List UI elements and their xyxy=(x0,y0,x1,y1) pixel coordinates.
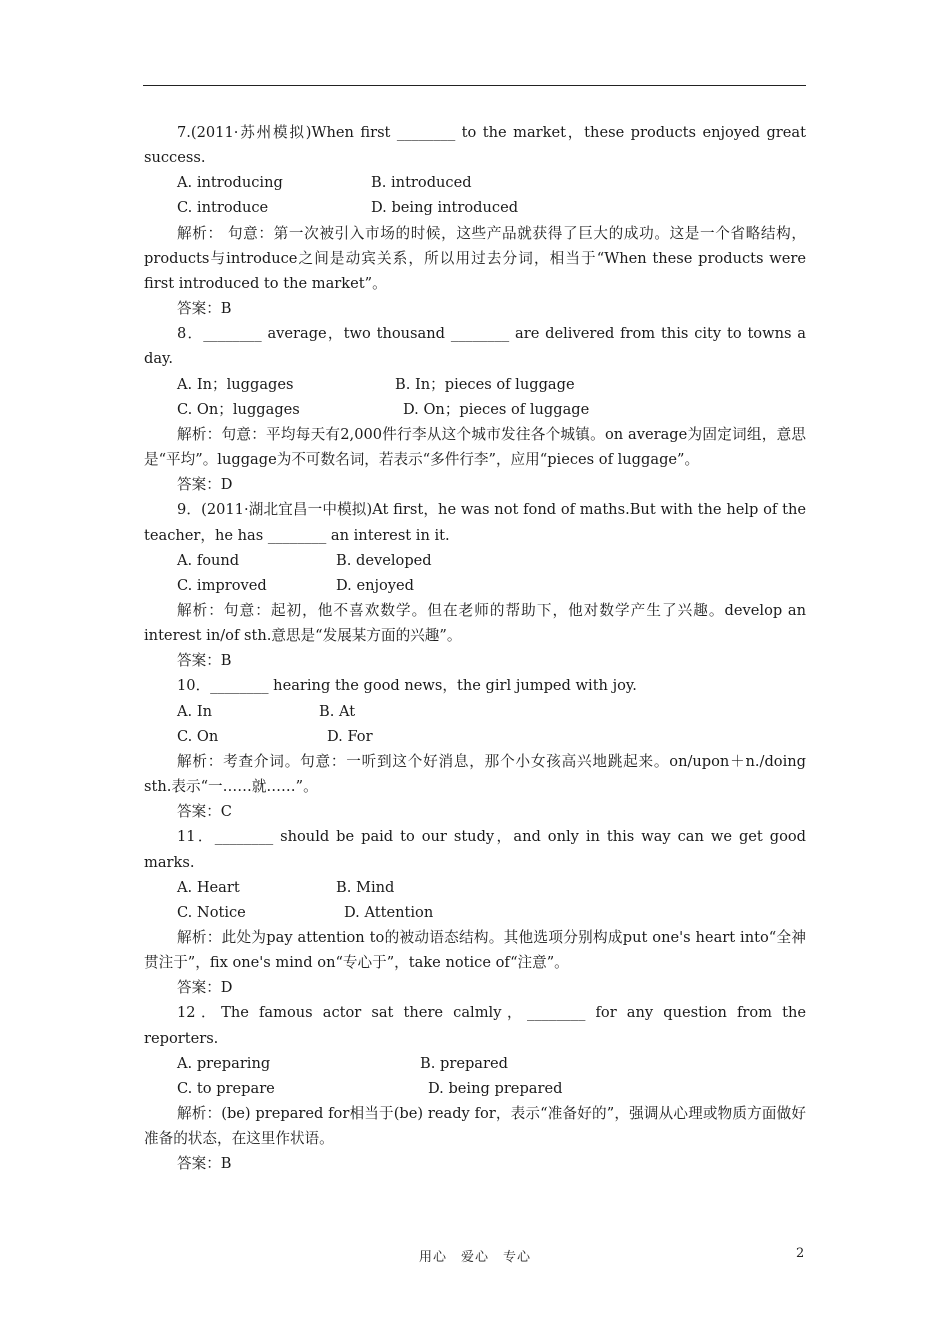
option: D. being prepared xyxy=(428,1079,563,1097)
options-row xyxy=(144,900,806,925)
option: C. to prepare xyxy=(177,1079,275,1097)
option: D. Attention xyxy=(344,903,434,921)
option: C. Notice xyxy=(177,903,246,921)
option: C. On xyxy=(177,727,219,745)
option: A. introducing xyxy=(177,174,283,192)
option: A. found xyxy=(177,551,240,569)
options-row xyxy=(144,397,806,422)
document-body xyxy=(144,120,806,1177)
option: D. being introduced xyxy=(371,199,519,217)
answer-text: 答案：B xyxy=(177,1155,232,1173)
question-stem: 10．________ hearing the good news，the girl jumped with joy. xyxy=(177,677,637,695)
question-block xyxy=(144,497,806,673)
page-number: 2 xyxy=(796,1246,805,1261)
question-stem: 11．________ should be paid to our study，and only in this way can we get good marks. xyxy=(144,828,806,871)
option: B. In；pieces of luggage xyxy=(395,375,575,393)
options-row xyxy=(144,1076,806,1101)
question-stem: 9．(2011·湖北宜昌一中模拟)At first，he was not fond of maths.But with the help of the teacher，he has ________ an interest in it. xyxy=(144,501,806,544)
question-block xyxy=(144,824,806,1000)
answer-text: 答案：C xyxy=(177,803,232,821)
option: D. On；pieces of luggage xyxy=(403,400,590,418)
option: C. improved xyxy=(177,576,267,594)
options-row xyxy=(144,573,806,598)
question-block xyxy=(144,1000,806,1176)
option: D. For xyxy=(327,727,373,745)
option: C. On；luggages xyxy=(177,400,300,418)
analysis-text: 解析：考查介词。句意：一听到这个好消息，那个小女孩高兴地跳起来。on/upon＋n./doing sth.表示“一……就……”。 xyxy=(144,752,806,796)
answer-text: 答案：D xyxy=(177,979,233,997)
question-block xyxy=(144,120,806,321)
option: B. Mind xyxy=(336,878,395,896)
option: A. Heart xyxy=(177,878,240,896)
option: C. introduce xyxy=(177,199,269,217)
option: B. At xyxy=(319,702,356,720)
options-row xyxy=(144,170,806,195)
question-stem: 8．________ average，two thousand ________ are delivered from this city to towns a day. xyxy=(144,325,806,368)
option: A. In xyxy=(177,702,212,720)
options-row xyxy=(144,548,806,573)
question-stem: 7.(2011·苏州模拟)When first ________ to the market，these products enjoyed great success. xyxy=(144,124,806,167)
analysis-text: 解析：此处为pay attention to的被动语态结构。其他选项分别构成put one's heart into“全神贯注于”，fix one's mind on“专心于”，take notice of“注意”。 xyxy=(144,929,806,972)
option: A. preparing xyxy=(177,1054,271,1072)
option: B. introduced xyxy=(371,174,472,192)
options-row xyxy=(144,875,806,900)
option: B. developed xyxy=(336,551,432,569)
analysis-text: 解析：(be) prepared for相当于(be) ready for，表示“准备好的”，强调从心理或物质方面做好准备的状态，在这里作状语。 xyxy=(144,1105,807,1148)
option: D. enjoyed xyxy=(336,576,415,594)
analysis-text: 解析： 句意：第一次被引入市场的时候，这些产品就获得了巨大的成功。这是一个省略结构，products与introduce之间是动宾关系，所以用过去分词，相当于“When these products were first introduced to the market”。 xyxy=(144,224,806,292)
option: A. In；luggages xyxy=(177,375,294,393)
analysis-text: 解析：句意：平均每天有2,000件行李从这个城市发往各个城镇。on average为固定词组，意思是“平均”。luggage为不可数名词，若表示“多件行李”，应用“pieces of luggage”。 xyxy=(144,425,806,469)
answer-text: 答案：B xyxy=(177,300,232,318)
options-row xyxy=(144,699,806,724)
header-rule xyxy=(143,85,806,86)
question-block xyxy=(144,321,806,497)
options-row xyxy=(144,1051,806,1076)
analysis-text: 解析：句意：起初，他不喜欢数学。但在老师的帮助下，他对数学产生了兴趣。develop an interest in/of sth.意思是“发展某方面的兴趣”。 xyxy=(144,601,806,645)
options-row xyxy=(144,372,806,397)
question-block xyxy=(144,673,806,824)
answer-text: 答案：D xyxy=(177,476,233,494)
options-row xyxy=(144,195,806,220)
option: B. prepared xyxy=(420,1054,508,1072)
question-stem: 12．The famous actor sat there calmly，________ for any question from the reporters. xyxy=(144,1004,806,1047)
footer-motto: 用心 爱心 专心 xyxy=(418,1250,531,1265)
options-row xyxy=(144,724,806,749)
answer-text: 答案：B xyxy=(177,652,232,670)
